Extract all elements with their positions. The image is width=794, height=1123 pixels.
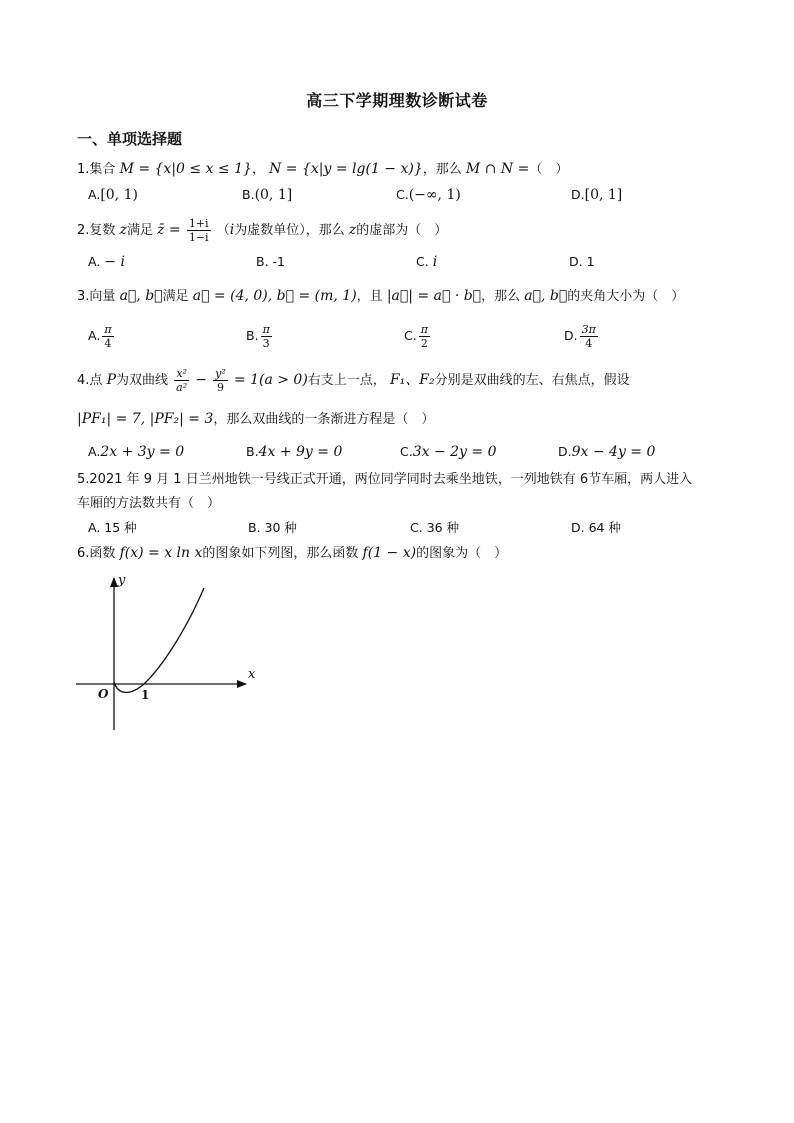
question-1: 1.集合 M = {x|0 ≤ x ≤ 1}， N = {x|y = lg(1 − x)}，那么 M ∩ N =（ ） bbox=[77, 161, 569, 177]
question-5-line-1: 5.2021 年 9 月 1 日兰州地铁一号线正式开通，两位同学同时去乘坐地铁，一列地铁有 6节车厢，两人进入 bbox=[77, 472, 693, 487]
q5-option-d[interactable]: D. 64 种 bbox=[571, 520, 621, 535]
q1-option-d[interactable]: D.[0, 1] bbox=[571, 187, 623, 203]
q4-option-a[interactable]: A.2x + 3y = 0 bbox=[88, 444, 185, 460]
q2-option-a[interactable]: A. − i bbox=[88, 254, 125, 270]
conjugate-lhs: z̄ = bbox=[157, 222, 181, 238]
q4-option-d[interactable]: D.9x − 4y = 0 bbox=[558, 444, 656, 460]
section-heading: 一、单项选择题 bbox=[77, 130, 183, 148]
x-axis-label: x bbox=[248, 667, 256, 682]
page-title: 高三下学期理数诊断试卷 bbox=[306, 91, 488, 110]
y-axis-label: y bbox=[118, 573, 126, 588]
function-f: f(x) = x ln x bbox=[119, 545, 203, 561]
q4-option-c[interactable]: C.3x − 2y = 0 bbox=[400, 444, 497, 460]
curve-xlnx bbox=[114, 588, 204, 692]
magnitude-condition: |a⃗| = a⃗ · b⃗ bbox=[386, 288, 482, 304]
q1-option-a[interactable]: A.[0, 1) bbox=[88, 187, 138, 203]
foci-labels: F₁、F₂ bbox=[389, 372, 435, 388]
question-number: 4. bbox=[77, 373, 90, 388]
question-3: 3.向量 a⃗, b⃗满足 a⃗ = (4, 0), b⃗ = (m, 1)，且 |a⃗| = a⃗ · b⃗，那么 a⃗, b⃗的夹角大小为（ ） bbox=[77, 288, 685, 304]
set-n: N = {x|y = lg(1 − x)} bbox=[269, 161, 423, 177]
hyperbola-term-x: $\frac{\text{x²}}{\text{a²}}$ bbox=[176, 367, 188, 394]
hyperbola-term-y: $\frac{\text{y²}}{9}$ bbox=[215, 367, 226, 394]
q3-option-d[interactable]: D. $\frac{3\pi}{4}$ bbox=[564, 323, 596, 350]
question-4-line-2: |PF₁| = 7, |PF₂| = 3，那么双曲线的一条渐进方程是（ ） bbox=[77, 411, 435, 427]
question-number: 2. bbox=[77, 223, 90, 238]
q4-option-b[interactable]: B.4x + 9y = 0 bbox=[246, 444, 343, 460]
q5-option-b[interactable]: B. 30 种 bbox=[248, 520, 297, 535]
question-2: 2.复数 z满足 z̄ = $\frac{1+i}{1-i}$ （i为虚数单位），那么 z的虚部为（ ） bbox=[77, 217, 448, 244]
question-number: 1. bbox=[77, 162, 90, 177]
question-number: 3. bbox=[77, 289, 90, 304]
q1-option-c[interactable]: C.(−∞, 1) bbox=[396, 187, 461, 203]
answer-blank: （ ） bbox=[529, 162, 569, 177]
q5-option-c[interactable]: C. 36 种 bbox=[410, 520, 460, 535]
origin-label: O bbox=[98, 687, 109, 701]
tick-label-1: 1 bbox=[141, 688, 150, 702]
q5-option-a[interactable]: A. 15 种 bbox=[88, 520, 137, 535]
focal-distances: |PF₁| = 7, |PF₂| = 3 bbox=[77, 411, 214, 427]
q1-option-b[interactable]: B.(0, 1] bbox=[242, 187, 293, 203]
function-graph bbox=[70, 570, 270, 740]
q3-option-c[interactable]: C. $\frac{\pi}{2}$ bbox=[404, 323, 428, 350]
vector-condition: a⃗ = (4, 0), b⃗ = (m, 1) bbox=[192, 288, 357, 304]
complex-fraction: $\frac{1+i}{1-i}$ bbox=[188, 217, 209, 244]
question-6: 6.函数 f(x) = x ln x的图象如下列图，那么函数 f(1 − x)的图象为（ ） bbox=[77, 545, 508, 561]
question-number: 6. bbox=[77, 546, 90, 561]
q3-option-a[interactable]: A. $\frac{\pi}{4}$ bbox=[88, 323, 112, 350]
question-5-line-2: 车厢的方法数共有（ ） bbox=[77, 496, 221, 511]
question-4: 4.点 P为双曲线 $\frac{\text{x²}}{\text{a²}}$ − $\frac{\text{y²}}{9}$ = 1(a > 0)右支上一点， F₁、F₂分别是双曲线的左、右焦点，假设 bbox=[77, 367, 630, 394]
q2-option-c[interactable]: C. i bbox=[416, 254, 438, 270]
q2-option-b[interactable]: B. -1 bbox=[256, 254, 286, 269]
function-f-shifted: f(1 − x) bbox=[362, 545, 417, 561]
set-m: M = {x|0 ≤ x ≤ 1} bbox=[119, 161, 252, 177]
q2-option-d[interactable]: D. 1 bbox=[569, 254, 595, 269]
intersection-expr: M ∩ N = bbox=[465, 161, 530, 177]
q3-option-b[interactable]: B. $\frac{\pi}{3}$ bbox=[246, 323, 270, 350]
